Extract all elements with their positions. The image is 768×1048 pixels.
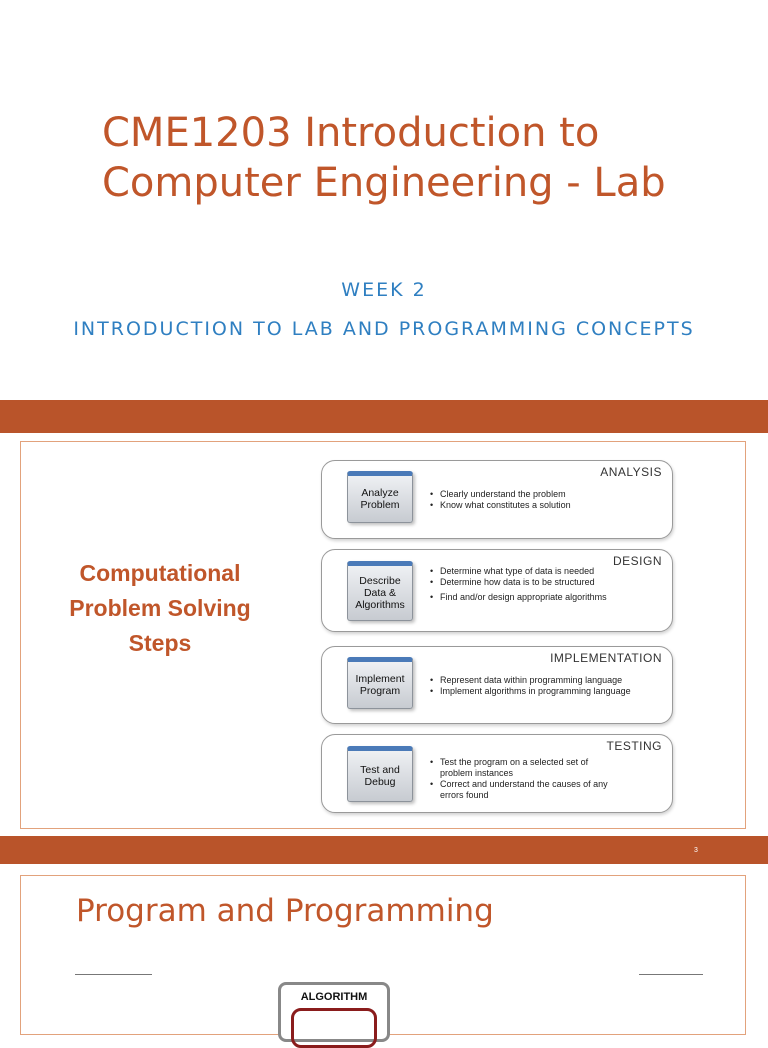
step-bullets — [430, 566, 607, 603]
slide-title-line1: CME1203 Introduction to — [102, 110, 600, 156]
step-button-line: Debug — [364, 776, 396, 788]
slide-title — [102, 108, 742, 208]
step-testing — [321, 734, 673, 813]
algorithm-graphic — [278, 982, 390, 1042]
step-button-line: Implement — [355, 673, 405, 685]
step-analysis — [321, 460, 673, 539]
list-item: • Correct and understand the causes of any errors found — [430, 779, 610, 801]
step-button-line: Analyze — [361, 487, 399, 499]
page-number: 3 — [694, 847, 698, 854]
divider-line — [75, 974, 152, 975]
step-implementation — [321, 646, 673, 724]
step-heading: ANALYSIS — [600, 465, 662, 479]
step-bullets — [430, 489, 571, 511]
side-title-line3: Steps — [128, 630, 192, 656]
step-button-line: Test and — [360, 764, 400, 776]
list-item: • Find and/or design appropriate algorithms — [430, 592, 607, 603]
slide-divider-bar — [0, 400, 768, 433]
step-button-line: Algorithms — [355, 599, 405, 611]
implement-program-box — [347, 657, 413, 709]
side-title-line1: Computational — [79, 560, 241, 586]
list-item: • Determine what type of data is needed — [430, 566, 607, 577]
step-button-line: Problem — [360, 499, 400, 511]
step-design — [321, 549, 673, 632]
step-button-line: Describe — [359, 575, 401, 587]
algorithm-label: ALGORITHM — [300, 991, 368, 1003]
list-item: • Know what constitutes a solution — [430, 500, 571, 511]
step-heading: TESTING — [606, 739, 662, 753]
list-item: • Clearly understand the problem — [430, 489, 571, 500]
step-button-line: Data & — [363, 587, 397, 599]
analyze-problem-box — [347, 471, 413, 523]
divider-line — [639, 974, 703, 975]
slide-subtitle: INTRODUCTION TO LAB AND PROGRAMMING CONCEPTS — [73, 318, 695, 340]
slide-title: Program and Programming — [76, 893, 494, 929]
list-item: • Determine how data is to be structured — [430, 577, 607, 588]
algorithm-inner-frame — [291, 1008, 377, 1048]
list-item: • Implement algorithms in programming language — [430, 686, 631, 697]
week-label: WEEK 2 — [341, 279, 427, 301]
step-button-line: Program — [359, 685, 401, 697]
list-item: • Represent data within programming language — [430, 675, 631, 686]
list-item: • Test the program on a selected set of problem instances — [430, 757, 610, 779]
test-debug-box — [347, 746, 413, 802]
step-heading: IMPLEMENTATION — [550, 651, 662, 665]
step-bullets — [430, 757, 610, 801]
slide-title-line2: Computer Engineering - Lab — [102, 160, 666, 206]
side-title-line2: Problem Solving — [69, 595, 251, 621]
side-title — [40, 556, 280, 661]
slide-divider-bar — [0, 836, 768, 864]
step-heading: DESIGN — [612, 554, 662, 568]
step-bullets — [430, 675, 631, 697]
describe-data-box — [347, 561, 413, 621]
